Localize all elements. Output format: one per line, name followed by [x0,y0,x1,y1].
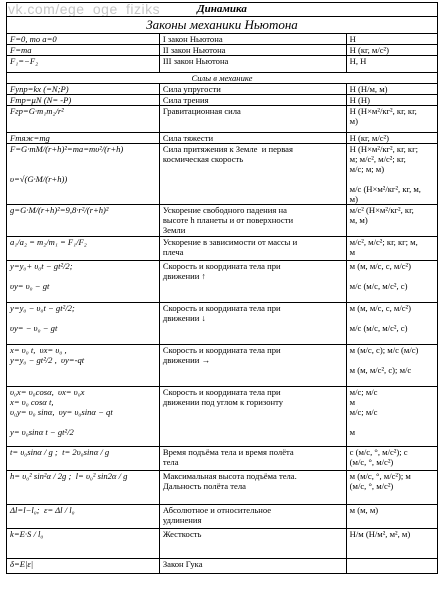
law-name-cell [159,56,346,73]
table-row [7,84,438,95]
unit-cell-line: Н, Н [349,56,367,66]
law-name-cell [159,95,346,106]
law-name-cell [159,559,346,574]
formula-cell-line: g=G·M/(r+h)²=9,8·r²/(r+h)² [10,205,109,215]
formula-cell-line: k=E·S / l₀ [10,529,44,539]
page-subtitle: Законы механики Ньютона [7,17,438,34]
subtitle-row [7,17,438,34]
formula-cell [7,34,160,45]
formula-cell-line: F₁=−F₂ [10,56,39,66]
unit-cell-line: м/с (м/с, м/с², с) [349,281,408,291]
formula-cell-line: υy= υ₀ − gt [10,281,50,291]
unit-cell-line: м, м) [349,215,368,225]
table-row [7,345,438,387]
unit-cell [346,303,437,345]
law-name-cell [159,84,346,95]
unit-cell-line: м/с; м/с [349,387,378,397]
formula-cell-line: Fтяж=mg [10,133,50,143]
law-name-cell-line: Сила тяжести [162,133,214,143]
formula-cell [7,529,160,559]
formula-cell-line: x= υ₀ cosα t, [10,397,54,407]
law-name-cell-line: плеча [162,247,184,257]
law-name-cell-line: космическая скорость [162,154,244,164]
formula-cell-line: Δl=l−l₀; ε= Δl / l₀ [10,505,75,515]
law-name-cell [159,447,346,471]
table-row [7,387,438,447]
section-header-row [7,73,438,84]
formula-cell-line: υy= − υ₀ − gt [10,323,58,333]
formula-cell-line [10,271,156,281]
formula-cell-line: υ₀x= υ₀cosα, υx= υ₀x [10,387,85,397]
law-name-cell [159,261,346,303]
unit-cell-line: м (м/с, °, м/с²); м [349,471,411,481]
law-name-cell [159,471,346,505]
law-name-cell [159,205,346,237]
unit-cell [346,261,437,303]
unit-cell [346,45,437,56]
unit-cell [346,505,437,529]
table-row [7,205,438,237]
unit-cell [346,205,437,237]
formula-cell-line: Fтр=μN (N= -P) [10,95,72,105]
formula-cell [7,387,160,447]
law-name-cell-line: Сила упругости [162,84,221,94]
formula-cell-line: x= υ₀ t, υx= υ₀ , [10,345,67,355]
table-row [7,144,438,205]
formula-cell [7,345,160,387]
law-name-cell-line: Гравитационная сила [162,106,241,116]
table-row [7,303,438,345]
law-name-cell [159,505,346,529]
formula-cell [7,84,160,95]
formula-cell-line: Fупр=kx (=N;P) [10,84,69,94]
unit-cell [346,106,437,133]
unit-cell-line: м/с; м/с [349,407,378,417]
unit-cell [346,144,437,205]
unit-cell [346,84,437,95]
unit-cell-line: Н (Н/м, м) [349,84,388,94]
table-row [7,34,438,45]
unit-cell [346,56,437,73]
table-row [7,95,438,106]
formula-cell [7,106,160,133]
law-name-cell-line: движении → [162,355,211,365]
formula-cell [7,205,160,237]
unit-cell-line [350,355,434,365]
unit-cell [346,237,437,261]
table-row [7,261,438,303]
unit-cell-line: Н (Н) [349,95,370,105]
unit-cell-line: Н/м (Н/м², м², м) [349,529,411,539]
unit-cell-line: м) [349,116,358,126]
unit-cell-line: Н (кг, м/с²) [349,133,389,143]
unit-cell [346,95,437,106]
law-name-cell-line: III закон Ньютона [162,56,229,66]
law-name-cell-line: Ускорение свободного падения на [162,205,287,215]
unit-cell-line: м [349,247,356,257]
law-name-cell-line: движении ↓ [162,313,206,323]
unit-cell [346,447,437,471]
formula-cell-line: y=y₀+ υ₀t − gt²/2; [10,261,73,271]
law-name-cell-line: Скорость и координата тела при [162,303,281,313]
unit-cell-line: Н (кг, м/с²) [349,45,389,55]
formula-cell-line: y=y₀ − υ₀t − gt²/2; [10,303,75,313]
law-name-cell-line: движении под углом к горизонту [162,397,284,407]
law-name-cell-line: Дальность полёта тела [162,481,246,491]
formula-cell-line: υ=√(G·M/(r+h)) [10,174,68,184]
unit-cell [346,387,437,447]
law-name-cell [159,45,346,56]
unit-cell-line: Н (Н×м²/кг², кг, кг; [349,144,419,154]
unit-cell [346,345,437,387]
law-name-cell-line: Закон Гука [162,559,203,569]
table-row [7,505,438,529]
unit-cell-line: м [349,397,356,407]
law-name-cell-line: Время подъёма тела и время полёта [162,447,294,457]
table-row [7,237,438,261]
law-name-cell-line: удлинения [162,515,202,525]
unit-cell-line: м/с² (Н×м²/кг², кг, [349,205,414,215]
table-row [7,45,438,56]
formula-cell-line: y= υ₀sinα t − gt²/2 [10,427,74,437]
law-name-cell-line: Скорость и координата тела при [162,387,281,397]
law-name-cell [159,34,346,45]
unit-cell [346,34,437,45]
unit-cell-line: м (м, м/с², с); м/с [349,365,412,375]
formula-cell-line [10,154,156,164]
formula-cell [7,45,160,56]
formula-cell-line: a₁/a₂ = m₂/m₁ = F₁/F₂ [10,237,87,247]
law-name-cell-line: высоте h планеты и от поверхности [162,215,294,225]
unit-cell-line: (м/с, °, м/с²) [349,457,394,467]
unit-cell [346,133,437,144]
unit-cell-line: м/с (м/с, м/с², с) [349,323,408,333]
table-row [7,56,438,73]
law-name-cell [159,303,346,345]
law-name-cell-line: Максимальная высота подъёма тела. [162,471,297,481]
law-name-cell [159,144,346,205]
unit-cell-line: м (м/с, с); м/с (м/с) [349,345,419,355]
formula-cell-line: F=ma [10,45,32,55]
law-name-cell [159,529,346,559]
law-name-cell-line: Ускорение в зависимости от массы и [162,237,298,247]
law-name-cell-line: Скорость и координата тела при [162,261,281,271]
unit-cell-line: м (м, м) [349,505,379,515]
unit-cell-line: с (м/с, °, м/с²); с [349,447,408,457]
formula-cell-line [10,164,156,174]
formula-cell-line: t= υ₀sinα / g ; t= 2υ₀sinα / g [10,447,110,457]
formula-cell-line [10,313,156,323]
unit-cell-line: (м/с, °, м/с²) [349,481,394,491]
law-name-cell-line: II закон Ньютона [162,45,226,55]
unit-cell [346,471,437,505]
unit-cell-line: м) [349,194,358,204]
formula-cell [7,237,160,261]
formula-cell-line: h= υ₀² sin²α / 2g ; l= υ₀² sin2α / g [10,471,128,481]
formula-cell [7,447,160,471]
unit-cell-line: м (м, м/с, с, м/с²) [349,261,411,271]
unit-cell-line [350,174,434,184]
formula-table [6,2,438,574]
law-name-cell-line: Земли [162,225,186,235]
formula-cell [7,303,160,345]
watermark: vk.com/ege_oge_fiziks [8,1,161,17]
formula-cell [7,95,160,106]
unit-cell-line: м (м, м/с, с, м/с²) [349,303,411,313]
unit-cell-line: м [349,427,356,437]
table-row [7,447,438,471]
unit-cell-line: м/с², м/с²; кг, кг; м, [349,237,418,247]
formula-cell-line: δ=E|ε| [10,559,34,569]
unit-cell-line [350,271,434,281]
law-name-cell [159,387,346,447]
formula-cell [7,261,160,303]
law-name-cell-line: Сила притяжения к Земле и первая [162,144,293,154]
table-row [7,133,438,144]
table-row [7,559,438,574]
table-row [7,471,438,505]
title-row [7,3,438,17]
formula-cell [7,505,160,529]
law-name-cell-line: Сила трения [162,95,209,105]
law-name-cell-line: движении ↑ [162,271,206,281]
table-row [7,106,438,133]
unit-cell-line [350,417,434,427]
unit-cell-line: Н [349,34,356,44]
unit-cell-line: м/с; м; м) [349,164,385,174]
unit-cell [346,529,437,559]
formula-cell-line: Fгр=G·m₁m₂/r² [10,106,64,116]
law-name-cell [159,133,346,144]
law-name-cell-line: I закон Ньютона [162,34,223,44]
formula-cell-line: y=y₀ − gt²/2 , υy=-qt [10,355,85,365]
unit-cell [346,559,437,574]
page-title: Динамика [7,3,438,17]
formula-cell [7,56,160,73]
table-row [7,529,438,559]
unit-cell-line: м/с (Н×м²/кг², кг, м, [349,184,421,194]
unit-cell-line [350,559,434,569]
law-name-cell [159,237,346,261]
formula-cell-line: υ₀y= υ₀ sinα, υy= υ₀sinα − qt [10,407,113,417]
section-header: Силы в механике [7,73,438,84]
law-name-cell-line: Жесткость [162,529,202,539]
law-name-cell [159,106,346,133]
law-name-cell-line: тела [162,457,179,467]
law-name-cell-line: Скорость и координата тела при [162,345,281,355]
formula-cell-line [10,417,156,427]
law-name-cell-line: Абсолютное и относительное [162,505,272,515]
formula-cell [7,144,160,205]
unit-cell-line [350,313,434,323]
unit-cell-line: м; м/с², м/с²; кг, [349,154,406,164]
formula-cell [7,559,160,574]
formula-cell [7,471,160,505]
formula-cell [7,133,160,144]
unit-cell-line: Н (Н×м²/кг², кг, кг, [349,106,417,116]
formula-cell-line: F=G·mM/(r+h)²=ma=mυ²/(r+h) [10,144,124,154]
formula-cell-line: F=0, то a=0 [10,34,57,44]
law-name-cell [159,345,346,387]
